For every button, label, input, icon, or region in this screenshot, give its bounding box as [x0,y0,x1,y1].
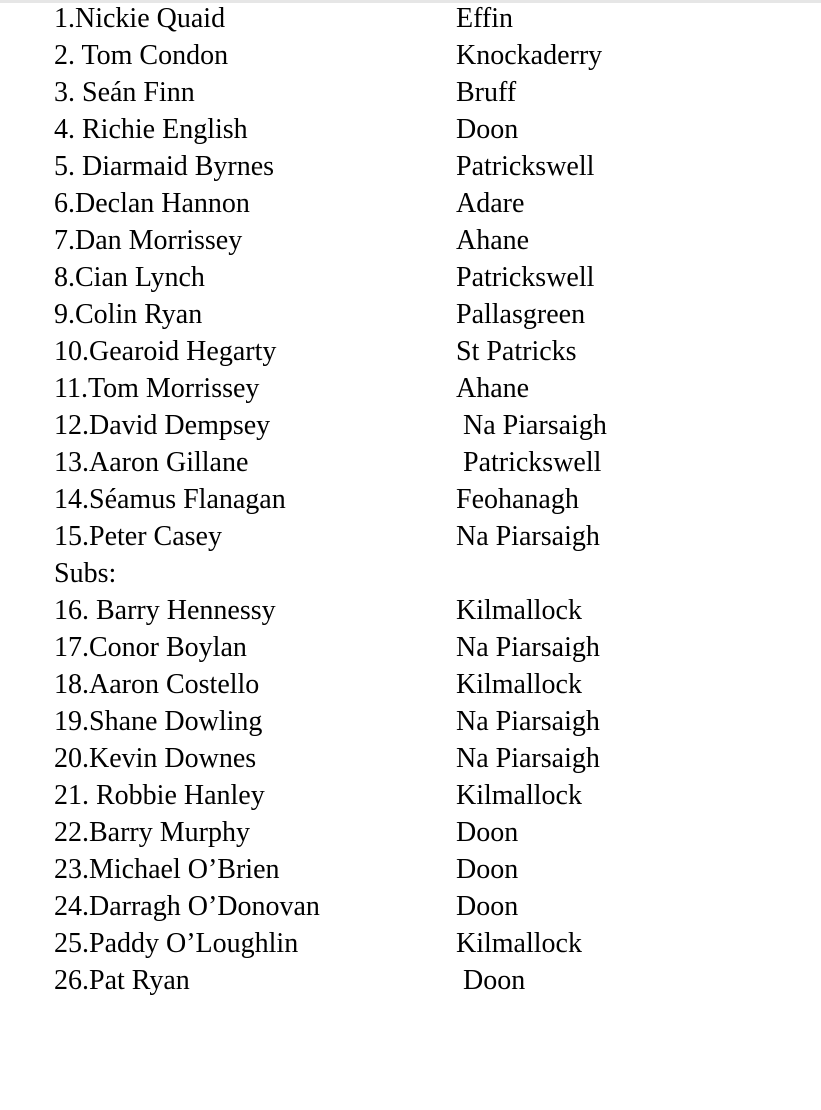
club-name: Doon [456,965,526,996]
roster-row [54,814,794,851]
club-name: Doon [456,817,519,848]
club-name: Pallasgreen [456,299,586,330]
roster-row [54,333,794,370]
roster-row [54,296,794,333]
player-name: 18.Aaron Costello [54,669,260,700]
club-name: St Patricks [456,336,577,367]
roster-row [54,666,794,703]
club-name: Patrickswell [456,262,595,293]
club-name: Na Piarsaigh [456,632,600,663]
team-roster [54,0,794,999]
player-name: 3. Seán Finn [54,77,195,108]
roster-row [54,703,794,740]
club-name: Kilmallock [456,595,582,626]
roster-row [54,888,794,925]
player-name: 2. Tom Condon [54,40,229,71]
club-name: Na Piarsaigh [456,706,600,737]
roster-row [54,0,794,37]
roster-row [54,37,794,74]
subs-heading-row [54,555,794,592]
club-name: Na Piarsaigh [456,521,600,552]
club-name: Kilmallock [456,669,582,700]
roster-row [54,740,794,777]
player-name: 11.Tom Morrissey [54,373,260,404]
roster-row [54,148,794,185]
roster-row [54,851,794,888]
roster-row [54,111,794,148]
roster-row [54,518,794,555]
club-name: Feohanagh [456,484,579,515]
player-name: 22.Barry Murphy [54,817,250,848]
roster-row [54,481,794,518]
player-name: 19.Shane Dowling [54,706,263,737]
player-name: 16. Barry Hennessy [54,595,276,626]
roster-row [54,925,794,962]
player-name: 20.Kevin Downes [54,743,257,774]
roster-row [54,259,794,296]
club-name: Na Piarsaigh [456,410,607,441]
player-name: 9.Colin Ryan [54,299,203,330]
club-name: Knockaderry [456,40,603,71]
player-name: 5. Diarmaid Byrnes [54,151,275,182]
roster-row [54,629,794,666]
player-name: 21. Robbie Hanley [54,780,265,811]
roster-row [54,185,794,222]
player-name: 24.Darragh O’Donovan [54,891,320,922]
club-name: Kilmallock [456,780,582,811]
player-name: 12.David Dempsey [54,410,271,441]
roster-row [54,407,794,444]
player-name: 4. Richie English [54,114,248,145]
club-name: Doon [456,891,519,922]
roster-row [54,370,794,407]
roster-row [54,592,794,629]
roster-row [54,962,794,999]
player-name: 1.Nickie Quaid [54,3,226,34]
player-name: 26.Pat Ryan [54,965,190,996]
club-name: Bruff [456,77,517,108]
player-name: 25.Paddy O’Loughlin [54,928,299,959]
club-name: Patrickswell [456,447,602,478]
player-name: 15.Peter Casey [54,521,222,552]
club-name: Ahane [456,225,530,256]
roster-row [54,444,794,481]
subs-heading: Subs: [54,558,117,589]
club-name: Ahane [456,373,530,404]
club-name: Patrickswell [456,151,595,182]
player-name: 8.Cian Lynch [54,262,205,293]
club-name: Adare [456,188,525,219]
player-name: 17.Conor Boylan [54,632,247,663]
player-name: 13.Aaron Gillane [54,447,249,478]
player-name: 6.Declan Hannon [54,188,250,219]
roster-row [54,222,794,259]
roster-row [54,74,794,111]
roster-row [54,777,794,814]
player-name: 14.Séamus Flanagan [54,484,286,515]
club-name: Na Piarsaigh [456,743,600,774]
club-name: Doon [456,114,519,145]
player-name: 23.Michael O’Brien [54,854,280,885]
club-name: Kilmallock [456,928,582,959]
player-name: 7.Dan Morrissey [54,225,243,256]
club-name: Effin [456,3,514,34]
club-name: Doon [456,854,519,885]
player-name: 10.Gearoid Hegarty [54,336,277,367]
